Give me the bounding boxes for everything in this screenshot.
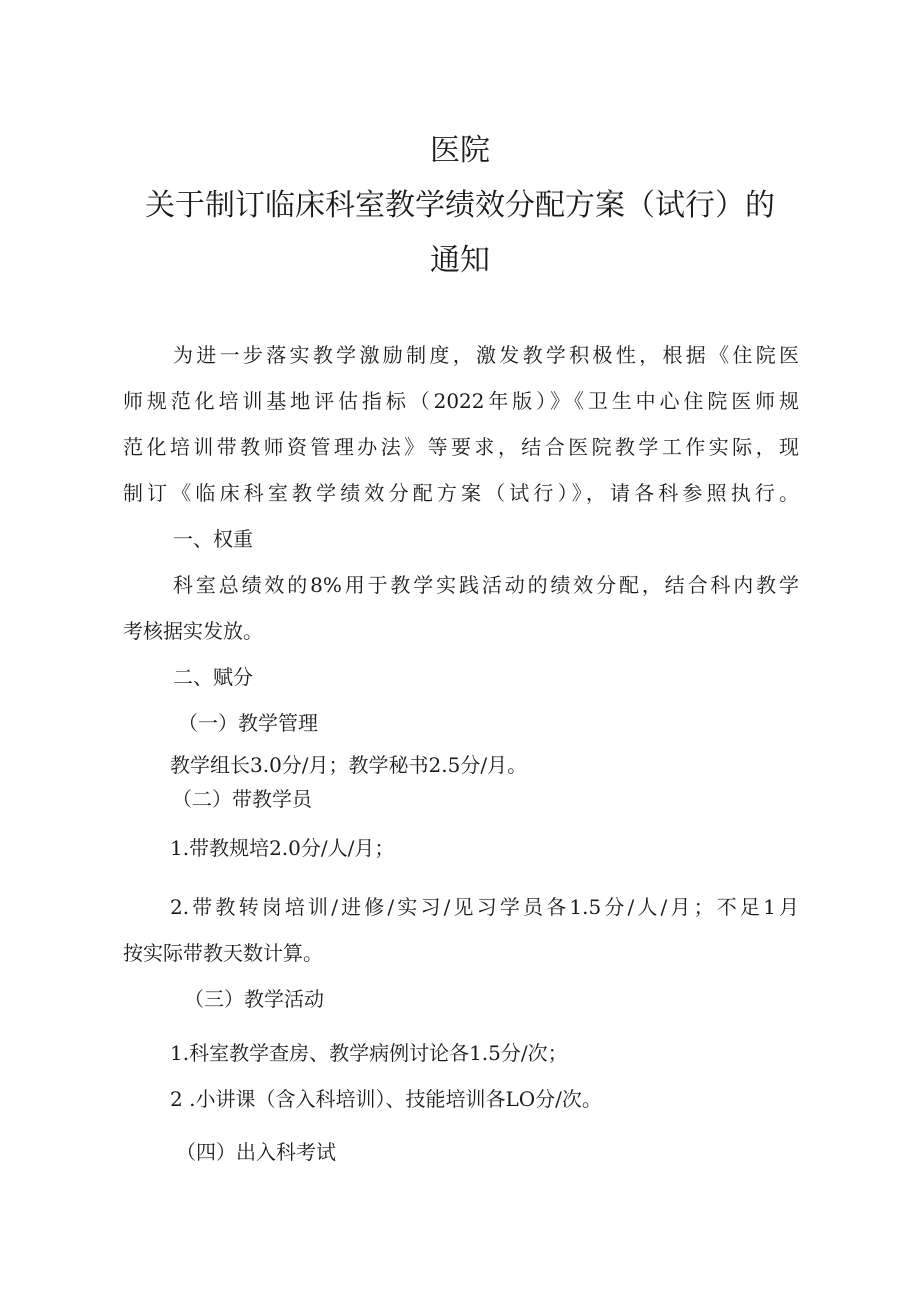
intro-line-2: 师规范化培训基地评估指标（2022年版）》《卫生中心住院医师规 xyxy=(123,389,799,413)
sub1-text: 教学组长3.0分/月；教学秘书2.5分/月。 xyxy=(170,753,528,777)
intro-line-4: 制订《临床科室教学绩效分配方案（试行）》，请各科参照执行。 xyxy=(123,481,799,505)
sub2-item-1: 1.带教规培2.0分/人/月； xyxy=(170,836,395,860)
sub2-item-2-line-1: 2.带教转岗培训/进修/实习/见习学员各1.5分/人/月；不足1月 xyxy=(170,895,799,919)
sub4-heading: （四）出入科考试 xyxy=(176,1140,336,1164)
section1-heading: 一、权重 xyxy=(173,527,253,551)
sub2-item-2-line-2: 按实际带教天数计算。 xyxy=(123,941,323,965)
title-line-2: 关于制订临床科室教学绩效分配方案（试行）的 xyxy=(145,188,775,223)
section1-line-2: 考核据实发放。 xyxy=(123,619,263,643)
sub3-item-2: 2 .小讲课（含入科培训）、技能培训各LO分/次。 xyxy=(170,1087,602,1111)
section1-line-1: 科室总绩效的8%用于教学实践活动的绩效分配，结合科内教学 xyxy=(173,573,799,597)
sub1-heading: （一）教学管理 xyxy=(178,711,318,735)
title-line-3: 通知 xyxy=(430,243,490,278)
intro-line-3: 范化培训带教师资管理办法》等要求，结合医院教学工作实际，现 xyxy=(123,435,799,459)
intro-line-1: 为进一步落实教学激励制度，激发教学积极性，根据《住院医 xyxy=(173,343,799,367)
sub3-heading: （三）教学活动 xyxy=(184,987,324,1011)
title-line-1: 医院 xyxy=(430,133,490,168)
sub2-heading: （二）带教学员 xyxy=(172,787,312,811)
sub3-item-1: 1.科室教学查房、教学病例讨论各1.5分/次； xyxy=(170,1041,568,1065)
section2-heading: 二、赋分 xyxy=(173,665,253,689)
